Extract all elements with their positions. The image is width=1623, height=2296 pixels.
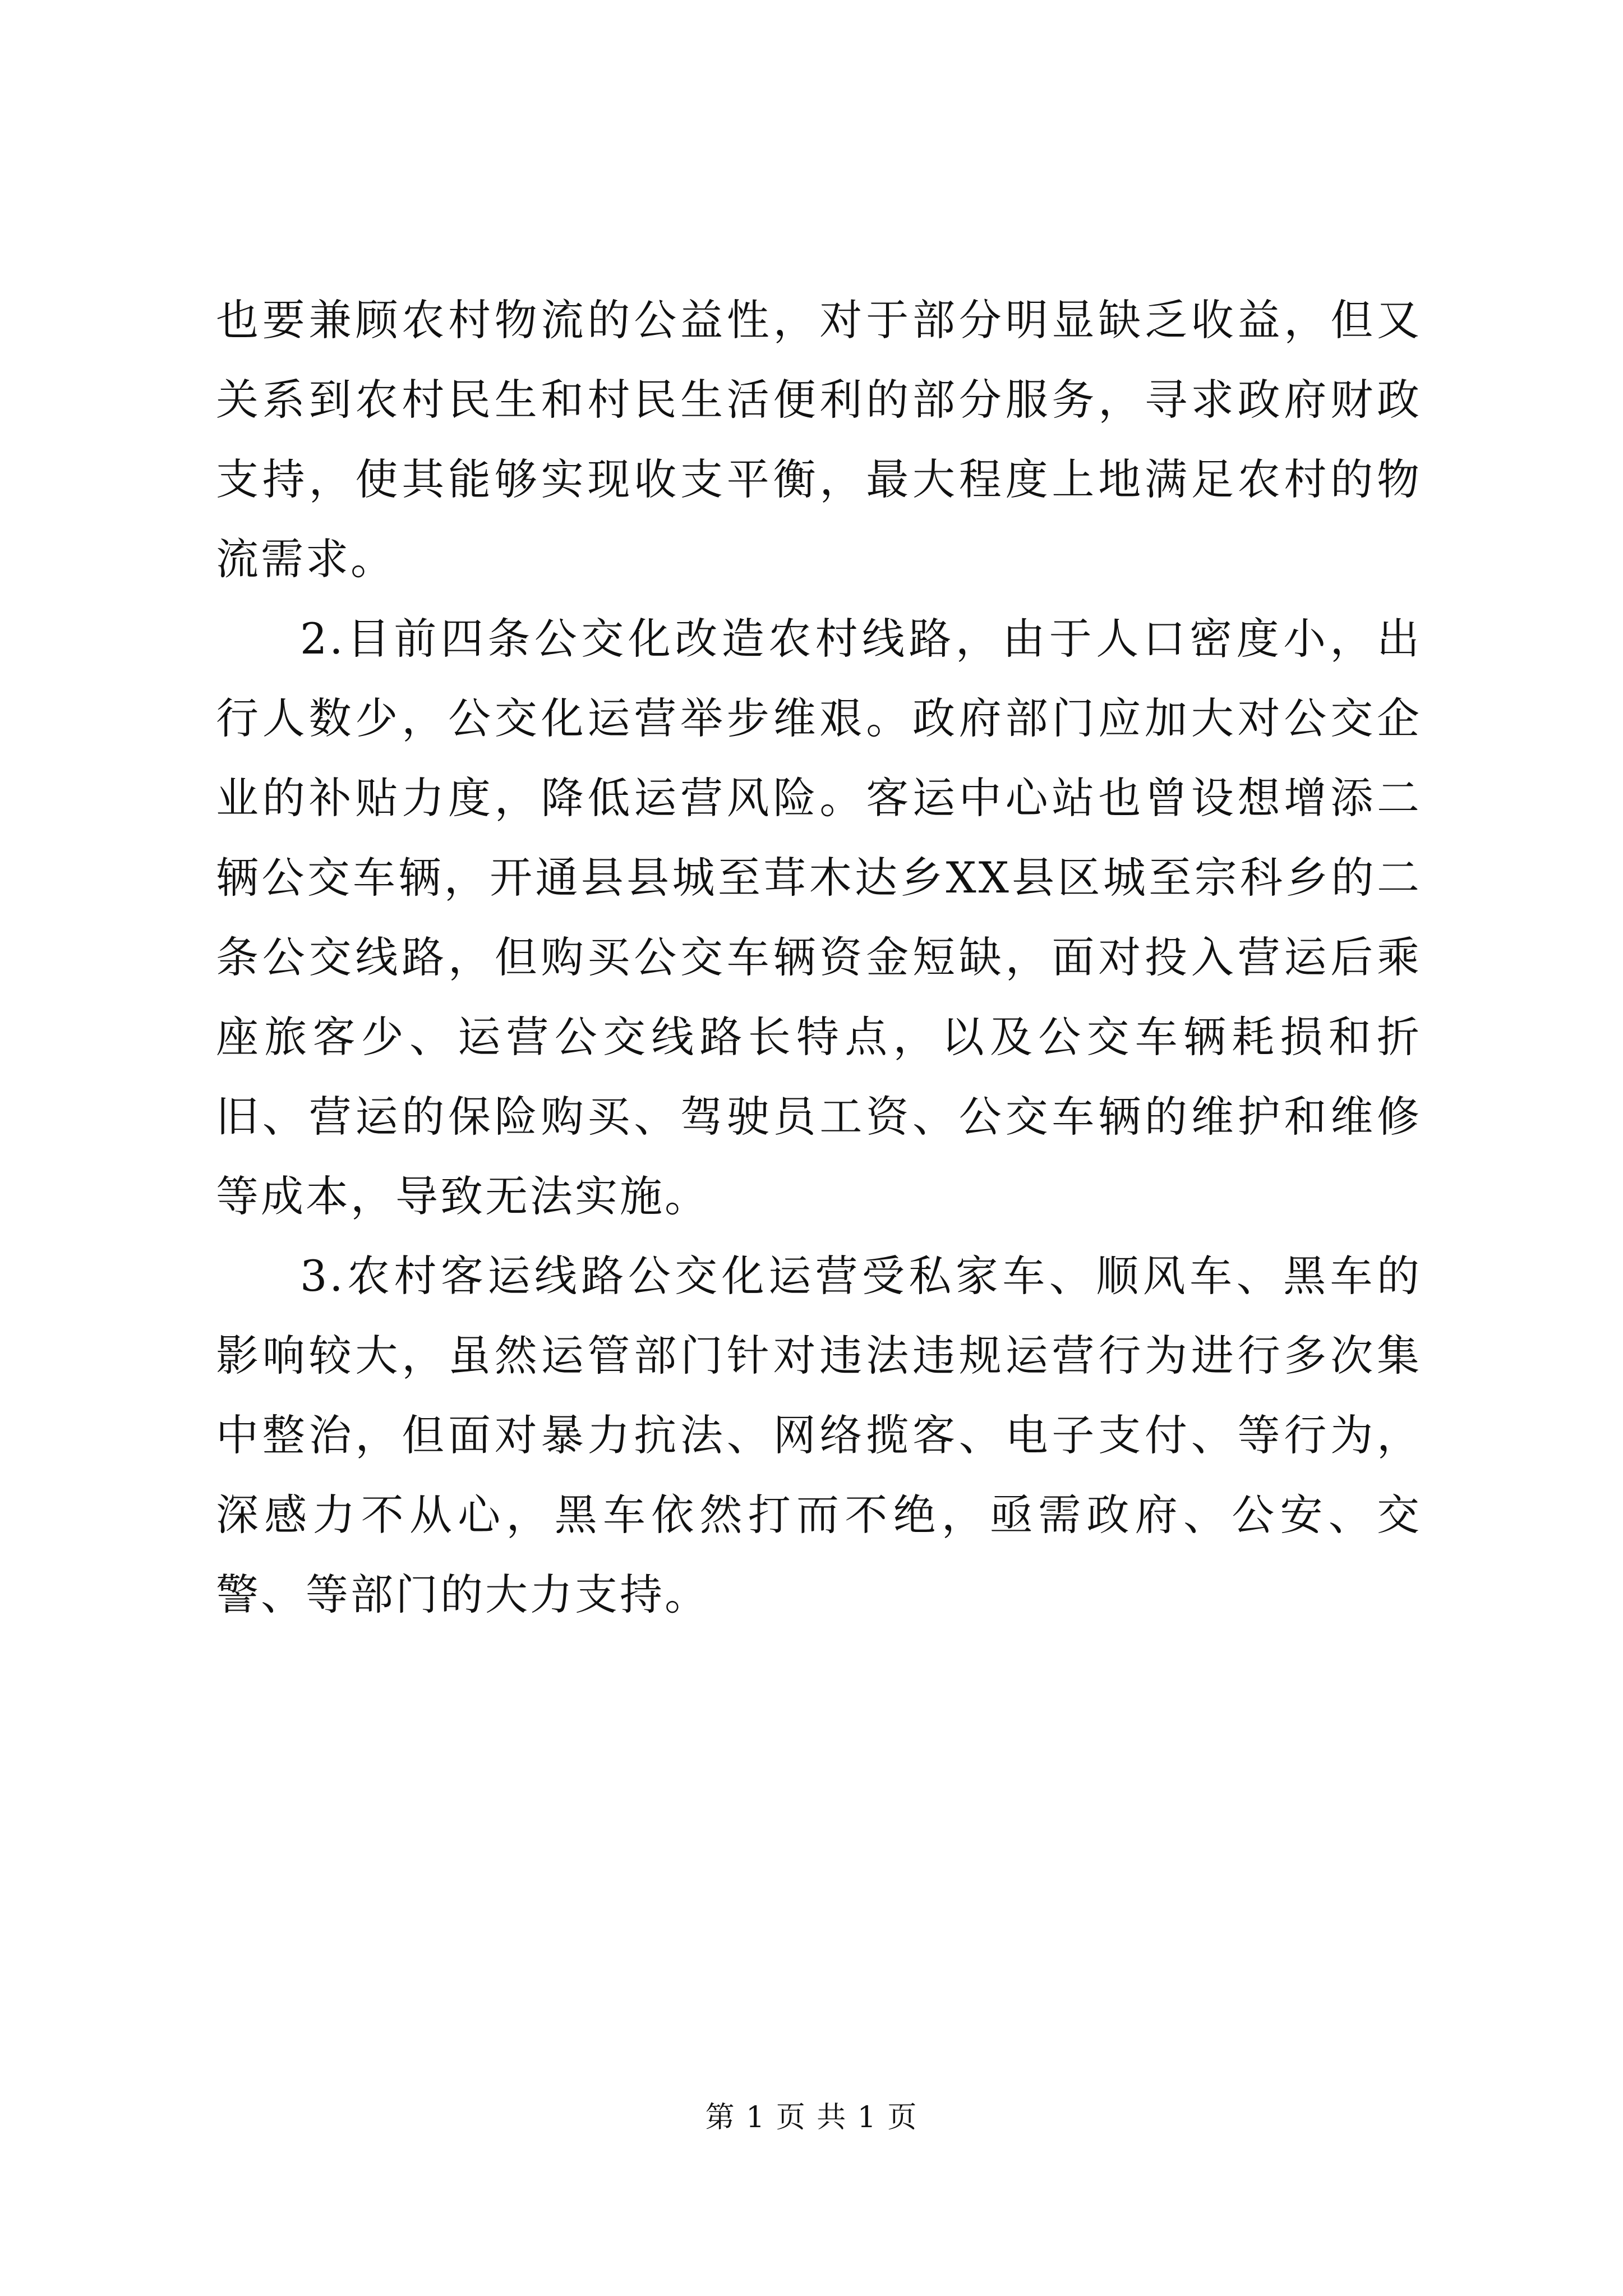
paragraph-item-2: 2.目前四条公交化改造农村线路，由于人口密度小，出行人数少，公交化运营举步维艰。政府部门应加大对公交企业的补贴力度，降低运营风险。客运中心站也曾设想增添二辆公交车辆，开通县县城至茸木达乡XX县区城至宗科乡的二条公交线路，但购买公交车辆资金短缺，面对投入营运后乘座旅客少、运营公交线路长特点，以及公交车辆耗损和折旧、营运的保险购买、驾驶员工资、公交车辆的维护和维修等成本，导致无法实施。 [216, 614, 1422, 1221]
body-text [216, 280, 1422, 1635]
paragraph-continuation: 也要兼顾农村物流的公益性，对于部分明显缺乏收益，但又关系到农村民生和村民生活便利的部分服务，寻求政府财政支持，使其能够实现收支平衡，最大程度上地满足农村的物流需求。 [216, 295, 1422, 584]
paragraph-item-3: 3.农村客运线路公交化运营受私家车、顺风车、黑车的影响较大，虽然运管部门针对违法违规运营行为进行多次集中整治，但面对暴力抗法、网络揽客、电子支付、等行为，深感力不从心，黑车依然打而不绝，亟需政府、公安、交警、等部门的大力支持。 [216, 1251, 1422, 1619]
page-footer: 第 1 页 共 1 页 [705, 2101, 918, 2134]
